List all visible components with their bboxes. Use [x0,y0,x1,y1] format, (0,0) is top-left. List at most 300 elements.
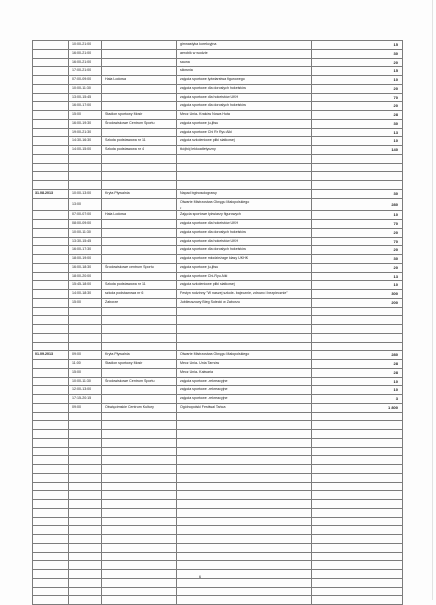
place-cell [102,228,177,237]
participants-cell [312,189,403,198]
date-cell [33,119,69,128]
participants-cell-text: 70 [393,238,398,244]
time-cell [69,342,102,351]
activity-cell [177,163,312,172]
date-cell [33,316,69,325]
table-row [33,298,403,307]
participants-cell-text: 30 [393,256,398,261]
time-cell [69,128,102,137]
date-cell [33,465,69,474]
participants-cell [312,438,403,447]
activity-cell [177,128,312,137]
participants-cell-text: 10 [393,387,398,393]
time-cell-text: 16:00-17:00 [72,103,92,108]
activity-subnote: z [180,207,182,211]
date-cell [33,102,69,111]
time-cell-text: 18:00-19:00 [72,256,92,260]
place-cell [102,49,177,58]
place-cell [102,570,177,579]
time-cell [69,93,102,102]
place-cell [102,377,177,386]
place-cell-text: Środowiskowe Centrum Sportu [105,120,155,125]
place-cell [102,412,177,421]
activity-cell [177,198,312,211]
date-cell [33,386,69,395]
participants-cell [312,246,403,255]
participants-cell-text: 20 [393,59,398,65]
time-cell [69,360,102,369]
participants-cell [312,263,403,272]
participants-cell-text: 70 [393,221,398,226]
participants-cell [312,561,403,570]
table-row [33,465,403,474]
activity-cell-text: Mecz Unia- Kałwaria [180,369,213,374]
date-cell [33,255,69,264]
date-cell [33,473,69,482]
date-cell [33,368,69,377]
place-cell [102,587,177,596]
participants-cell-text: 10 [393,378,398,384]
table-row [33,290,403,299]
date-cell [33,360,69,369]
participants-cell [312,325,403,334]
activity-cell-text: zajęcia sportowe dla dorosłych hokeistów [180,229,246,234]
participants-cell-text: 10 [393,138,398,144]
table-row [33,473,403,482]
place-cell [102,351,177,360]
time-cell-text: 17:15-20:15 [72,396,92,400]
activity-cell [177,333,312,342]
table-row [33,307,403,316]
time-cell-text: 07:00-07:00 [72,212,92,217]
activity-cell-text: aerobik w wodzie [180,50,208,55]
activity-cell [177,255,312,264]
time-cell [69,421,102,430]
time-cell [69,228,102,237]
table-row [33,570,403,579]
participants-cell [312,482,403,491]
date-cell [33,491,69,500]
table-row [33,84,403,93]
place-cell [102,119,177,128]
date-cell [33,263,69,272]
time-cell [69,189,102,198]
table-row [33,482,403,491]
time-cell-text: 13:00 [72,201,81,206]
participants-cell [312,570,403,579]
time-cell [69,403,102,412]
table-row [33,181,403,190]
place-cell [102,473,177,482]
participants-cell [312,552,403,561]
time-cell [69,508,102,517]
participants-cell [312,386,403,395]
date-cell [33,181,69,190]
time-cell-text: 10:00-11:30 [72,229,91,234]
activity-cell [177,543,312,552]
place-cell [102,272,177,281]
activity-cell-text: Festyn rodzinny "W naszej szkole- bajecznie, zdrowo i bezpiecznie" [180,291,288,295]
activity-cell [177,438,312,447]
time-cell [69,119,102,128]
participants-cell-text: 15 [393,42,398,47]
date-cell [33,543,69,552]
participants-cell-text: 20 [393,264,398,270]
time-cell [69,154,102,163]
date-cell-text: 31.08.2013 [35,190,53,195]
activity-cell [177,102,312,111]
participants-cell [312,198,403,211]
date-cell [33,430,69,439]
activity-cell [177,84,312,93]
activity-cell [177,561,312,570]
time-cell [69,473,102,482]
date-cell [33,146,69,155]
table-row [33,41,403,50]
date-cell [33,535,69,544]
place-cell [102,491,177,500]
activity-cell-text: tkójbój lekkoatletyczny [180,147,216,151]
participants-cell-text: 200 [391,299,398,305]
table-row [33,508,403,517]
activity-cell [177,500,312,509]
participants-cell [312,395,403,404]
time-cell [69,102,102,111]
table-row [33,246,403,255]
time-cell [69,181,102,190]
date-cell [33,333,69,342]
date-cell [33,41,69,50]
table-row [33,395,403,404]
activity-cell-text: Jubileuszowy Bieg Sołecki w Zaborzu [180,299,240,304]
table-row [33,119,403,128]
date-cell [33,272,69,281]
activity-cell-text: gimnastyka korekcyjna [180,42,217,46]
activity-cell-text: zajęcia sportowe -rekreacyjne [180,387,228,392]
table-row [33,237,403,246]
place-cell [102,128,177,137]
participants-cell-text: 30 [393,190,398,196]
time-cell-text: 16:00-21:00 [72,59,92,64]
participants-cell [312,587,403,596]
table-row [33,342,403,351]
time-cell [69,163,102,172]
participants-cell [312,111,403,120]
participants-cell-text: 28 [393,369,398,375]
date-cell [33,421,69,430]
place-cell [102,111,177,120]
place-cell [102,290,177,299]
activity-cell-text: Otwarte Mistrzostwa Okręgu Małopolskiego [180,199,250,204]
date-cell [33,596,69,605]
activity-cell-text: Mecz Unia- Kraków Nowa Huta [180,112,230,116]
table-row [33,412,403,421]
participants-cell [312,84,403,93]
time-cell [69,67,102,76]
place-cell-text: Środowiskowe Centrum Sportu [105,378,155,383]
time-cell [69,220,102,229]
place-cell [102,67,177,76]
date-cell [33,111,69,120]
time-cell [69,578,102,587]
activity-cell [177,395,312,404]
date-cell [33,456,69,465]
activity-cell [177,368,312,377]
participants-cell-text: 140 [391,147,398,152]
activity-cell-text: sauna [180,59,190,64]
time-cell [69,255,102,264]
participants-cell [312,128,403,137]
participants-cell [312,543,403,552]
participants-cell [312,298,403,307]
date-cell [33,351,69,360]
events-table-body [33,41,403,605]
date-cell [33,228,69,237]
participants-cell-text: 300 [391,291,398,296]
activity-cell [177,552,312,561]
activity-cell-text: zajęcia szkoleniowe piłki siatkowej [180,138,235,143]
activity-cell [177,49,312,58]
place-cell [102,102,177,111]
participants-cell [312,351,403,360]
table-row [33,67,403,76]
time-cell-text: 10:00-13:00 [72,190,92,195]
time-cell-text: 11:00 [72,361,81,365]
table-row [33,333,403,342]
time-cell [69,395,102,404]
table-row [33,561,403,570]
table-row [33,263,403,272]
time-cell-text: 15:45-18:00 [72,282,92,287]
activity-cell [177,146,312,155]
place-cell [102,220,177,229]
activity-cell-text: zajęcia sportowe dla hokeistów UKH [180,221,239,225]
place-cell-text: szkoła podstawowa nr 6 [105,291,144,295]
date-cell [33,403,69,412]
date-cell [33,447,69,456]
participants-cell-text: 3 [395,396,398,401]
place-cell [102,403,177,412]
activity-cell [177,246,312,255]
place-cell-text: Kryta Pływalnia [105,352,130,357]
participants-cell [312,137,403,146]
table-row [33,154,403,163]
table-row [33,220,403,229]
activity-cell-text: siłownia [180,68,193,73]
date-cell [33,500,69,509]
activity-cell [177,93,312,102]
table-row [33,526,403,535]
table-row [33,281,403,290]
place-cell-text: Szkoła podstawowa nr 11 [105,282,146,287]
activity-cell [177,421,312,430]
date-cell [33,290,69,299]
activity-cell [177,290,312,299]
activity-cell [177,351,312,360]
participants-cell [312,49,403,58]
time-cell [69,76,102,85]
activity-cell [177,58,312,67]
activity-cell [177,172,312,181]
participants-cell [312,211,403,220]
date-cell [33,342,69,351]
time-cell [69,316,102,325]
place-cell [102,517,177,526]
place-cell [102,456,177,465]
date-cell [33,482,69,491]
activity-cell [177,482,312,491]
participants-cell-text: 20 [393,103,398,109]
participants-cell [312,307,403,316]
time-cell [69,596,102,605]
participants-cell [312,119,403,128]
place-cell [102,181,177,190]
participants-cell-text: 20 [393,247,398,253]
time-cell [69,491,102,500]
time-cell-text: 14:30-16:30 [72,138,92,143]
place-cell-text: Zaborze [105,299,119,304]
time-cell [69,263,102,272]
time-cell-text: 10:00-11:30 [72,85,91,90]
time-cell-text: 16:00-17:30 [72,247,92,252]
date-cell [33,246,69,255]
activity-cell [177,181,312,190]
place-cell [102,246,177,255]
place-cell [102,316,177,325]
participants-cell [312,163,403,172]
place-cell [102,263,177,272]
activity-cell [177,508,312,517]
table-row [33,198,403,211]
date-cell [33,154,69,163]
time-cell-text: 16:00-21:00 [72,50,92,55]
activity-cell-text: zajęcia sportowe -rekreacyjne [180,396,228,400]
activity-cell-text: zajęcia sportowe Chi-Ryu Aiki [180,273,228,278]
participants-cell [312,181,403,190]
activity-cell [177,412,312,421]
participants-cell [312,447,403,456]
participants-cell-text: 10 [393,282,398,288]
place-cell [102,578,177,587]
participants-cell [312,272,403,281]
table-row [33,189,403,198]
activity-cell [177,325,312,334]
date-cell [33,76,69,85]
participants-cell [312,473,403,482]
table-row [33,438,403,447]
activity-cell [177,517,312,526]
place-cell-text: Stadion sportowy Mosir [105,112,143,116]
activity-cell-text: zajęcia sportowe dla hokeistów UKH [180,94,239,99]
participants-cell [312,333,403,342]
activity-cell [177,316,312,325]
table-row [33,368,403,377]
participants-cell [312,281,403,290]
page-number: 6 [198,574,202,579]
time-cell [69,307,102,316]
date-cell [33,526,69,535]
time-cell [69,430,102,439]
time-cell [69,570,102,579]
table-row [33,93,403,102]
place-cell [102,255,177,264]
date-cell [33,67,69,76]
place-cell [102,41,177,50]
participants-cell [312,93,403,102]
activity-cell [177,41,312,50]
participants-cell-text: 30 [393,120,398,126]
participants-cell [312,360,403,369]
date-cell [33,377,69,386]
place-cell [102,93,177,102]
place-cell [102,237,177,246]
participants-cell [312,517,403,526]
activity-cell [177,111,312,120]
participants-cell [312,316,403,325]
participants-cell [312,220,403,229]
place-cell [102,137,177,146]
activity-cell [177,119,312,128]
date-cell [33,198,69,211]
table-row [33,58,403,67]
time-cell [69,272,102,281]
place-cell-text: Szkoła podstawowa nr 4 [105,147,144,151]
place-cell [102,421,177,430]
place-cell-text: Kryta Pływalnia [105,190,130,195]
activity-cell-text: zajęcia sportowe dla hokeistów UKH [180,238,239,243]
date-cell [33,325,69,334]
table-row [33,552,403,561]
participants-cell [312,146,403,155]
participants-cell [312,102,403,111]
place-cell [102,298,177,307]
time-cell-text: 17:00-21:00 [72,68,92,73]
activity-cell [177,281,312,290]
table-row [33,386,403,395]
activity-cell [177,465,312,474]
table-row [33,325,403,334]
table-row [33,255,403,264]
participants-cell [312,342,403,351]
table-row [33,500,403,509]
time-cell [69,333,102,342]
place-cell [102,189,177,198]
participants-cell [312,172,403,181]
time-cell-text: 18:00-20:00 [72,273,92,278]
time-cell [69,41,102,50]
time-cell-text: 12:00-13:00 [72,387,92,392]
date-cell [33,412,69,421]
place-cell [102,500,177,509]
time-cell-text: 10:00-11:30 [72,378,91,383]
date-cell [33,570,69,579]
place-cell [102,465,177,474]
activity-cell [177,403,312,412]
participants-cell [312,403,403,412]
place-cell [102,325,177,334]
participants-cell [312,456,403,465]
date-cell [33,438,69,447]
table-row [33,578,403,587]
place-cell [102,198,177,211]
date-cell [33,189,69,198]
date-cell [33,172,69,181]
table-row [33,491,403,500]
activity-cell-text: Otwarte Mistrzostwa Okręgu Małopolskiego [180,352,250,357]
time-cell-text: 15:00 [72,112,81,116]
table-row [33,111,403,120]
participants-cell [312,430,403,439]
